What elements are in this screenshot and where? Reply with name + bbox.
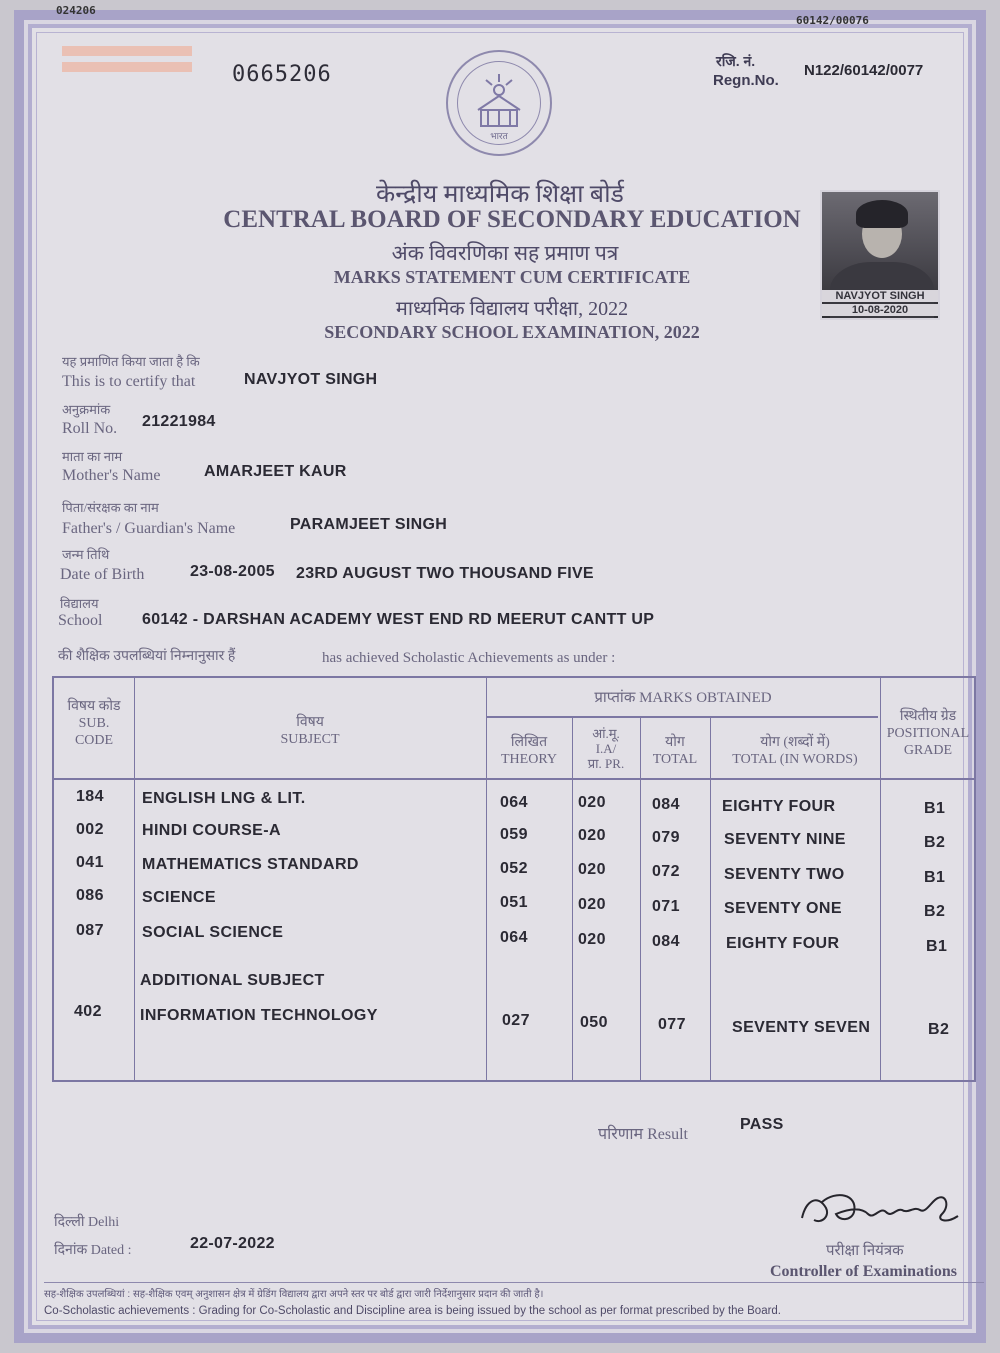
mother-name: AMARJEET KAUR [204, 463, 347, 480]
ia-marks: 020 [578, 794, 606, 811]
subject-name: MATHEMATICS STANDARD [142, 856, 359, 873]
theory-marks: 052 [500, 860, 528, 877]
ia-marks: 020 [578, 861, 606, 878]
header-total-words: योग (शब्दों में) TOTAL (IN WORDS) [732, 735, 858, 767]
father-label-hi: पिता/संरक्षक का नाम [62, 500, 159, 515]
total-marks: 084 [652, 796, 680, 813]
theory-marks: 059 [500, 826, 528, 843]
marks-table [52, 676, 976, 1082]
roll-label-hi: अनुक्रमांक [62, 402, 111, 417]
place-label: दिल्ली Delhi [54, 1215, 120, 1230]
controller-title-hi: परीक्षा नियंत्रक [826, 1243, 904, 1259]
seal-text: भारत [490, 131, 508, 141]
printed-mark [62, 62, 192, 72]
printed-mark [62, 46, 192, 56]
subject-code: 041 [76, 854, 104, 871]
grade: B2 [924, 834, 946, 851]
school-name: 60142 - DARSHAN ACADEMY WEST END RD MEERUT CANTT UP [142, 611, 655, 628]
document-title-english: MARKS STATEMENT CUM CERTIFICATE [333, 267, 691, 287]
school-label-hi: विद्यालय [60, 596, 99, 611]
total-words: EIGHTY FOUR [726, 935, 840, 952]
total-words: EIGHTY FOUR [722, 798, 836, 815]
subject-code: 184 [76, 788, 104, 805]
co-scholastic-note-hi: सह-शैक्षिक उपलब्धियां : सह-शैक्षिक एवम् अनुशासन क्षेत्र में ग्रेडिंग विद्यालय द्वारा अपने स्तर पर बोर्ड द्वारा जारी निर्देशानुसार प्रदान की जाती है। [44, 1289, 544, 1300]
controller-signature [796, 1180, 976, 1240]
dated-label: दिनांक Dated : [54, 1243, 132, 1258]
grade: B1 [924, 800, 946, 817]
document-title-hindi: अंक विवरणिका सह प्रमाण पत्र [391, 241, 619, 265]
grade: B1 [926, 938, 948, 955]
controller-title: Controller of Examinations [770, 1263, 957, 1280]
total-marks: 084 [652, 933, 680, 950]
cbse-emblem [446, 50, 552, 156]
student-photo [820, 190, 940, 320]
board-title-english: CENTRAL BOARD OF SECONDARY EDUCATION [223, 206, 801, 233]
theory-marks: 027 [502, 1012, 530, 1029]
header-ia-pr: आं.मू. I.A/ प्रा. PR. [587, 726, 625, 771]
father-name: PARAMJEET SINGH [290, 516, 448, 533]
ia-marks: 020 [578, 896, 606, 913]
subject-name: HINDI COURSE-A [142, 822, 281, 839]
mother-label: Mother's Name [62, 467, 161, 484]
corner-number-right: 60142/00076 [796, 14, 869, 27]
photo-stamp-name: NAVJYOT SINGH [822, 290, 938, 302]
serial-number: 0665206 [232, 62, 332, 87]
header-subject: विषय SUBJECT [280, 715, 340, 747]
date-of-birth-words: 23RD AUGUST TWO THOUSAND FIVE [296, 565, 594, 582]
dob-label: Date of Birth [60, 566, 145, 583]
total-marks: 079 [652, 829, 680, 846]
subject-code: 402 [74, 1003, 102, 1020]
regn-label-en: Regn.No. [713, 72, 779, 89]
achievements-label-hi: की शैक्षिक उपलब्धियां निम्नानुसार हैं [58, 649, 236, 664]
subject-code: 002 [76, 821, 104, 838]
certify-label-hi: यह प्रमाणित किया जाता है कि [62, 354, 200, 369]
total-words: SEVENTY ONE [724, 900, 842, 917]
date-of-birth: 23-08-2005 [190, 563, 275, 580]
exam-title-hindi: माध्यमिक विद्यालय परीक्षा, 2022 [395, 298, 629, 320]
header-code: विषय कोड SUB. CODE [67, 699, 121, 748]
student-name: NAVJYOT SINGH [244, 371, 378, 388]
issue-date: 22-07-2022 [190, 1235, 275, 1252]
subject-name: INFORMATION TECHNOLOGY [140, 1007, 378, 1024]
co-scholastic-note: Co-Scholastic achievements : Grading for Co-Scholastic and Discipline area is being issued by the school as per format prescribed by the Board. [44, 1305, 782, 1317]
header-theory: लिखित THEORY [501, 735, 557, 767]
roll-label: Roll No. [62, 420, 118, 437]
total-words: SEVENTY NINE [724, 831, 846, 848]
certify-label: This is to certify that [62, 373, 196, 390]
total-words: SEVENTY SEVEN [732, 1019, 871, 1036]
subject-code: 087 [76, 922, 104, 939]
board-title-hindi: केन्द्रीय माध्यमिक शिक्षा बोर्ड [376, 181, 624, 208]
subject-name: SCIENCE [142, 889, 216, 906]
regn-number: N122/60142/0077 [804, 62, 924, 79]
ia-marks: 020 [578, 827, 606, 844]
total-marks: 077 [658, 1016, 686, 1033]
result-label: परिणाम Result [598, 1126, 688, 1143]
exam-title-english: SECONDARY SCHOOL EXAMINATION, 2022 [324, 322, 700, 342]
ia-marks: 050 [580, 1014, 608, 1031]
dob-label-hi: जन्म तिथि [62, 547, 110, 562]
grade: B2 [924, 903, 946, 920]
header-marks-obtained: प्राप्तांक MARKS OBTAINED [594, 690, 772, 706]
total-marks: 072 [652, 863, 680, 880]
achievements-label: has achieved Scholastic Achievements as under : [322, 650, 616, 666]
theory-marks: 051 [500, 894, 528, 911]
header-grade: स्थितीय ग्रेड POSITIONAL GRADE [886, 709, 970, 758]
school-label: School [58, 612, 103, 629]
grade: B2 [928, 1021, 950, 1038]
result-value: PASS [740, 1116, 784, 1133]
corner-number-left: 024206 [56, 4, 96, 17]
total-marks: 071 [652, 898, 680, 915]
subject-name: ENGLISH LNG & LIT. [142, 790, 306, 807]
theory-marks: 064 [500, 929, 528, 946]
theory-marks: 064 [500, 794, 528, 811]
grade: B1 [924, 869, 946, 886]
mother-label-hi: माता का नाम [62, 449, 123, 464]
ia-marks: 020 [578, 931, 606, 948]
subject-code: 086 [76, 887, 104, 904]
subject-name: SOCIAL SCIENCE [142, 924, 284, 941]
regn-label-hi: रजि. नं. [716, 53, 756, 69]
roll-number: 21221984 [142, 413, 216, 430]
header-total: योग TOTAL [652, 735, 698, 767]
photo-stamp-date: 10-08-2020 [822, 304, 938, 316]
total-words: SEVENTY TWO [724, 866, 845, 883]
additional-subject-heading: ADDITIONAL SUBJECT [140, 972, 325, 989]
father-label: Father's / Guardian's Name [62, 520, 236, 537]
